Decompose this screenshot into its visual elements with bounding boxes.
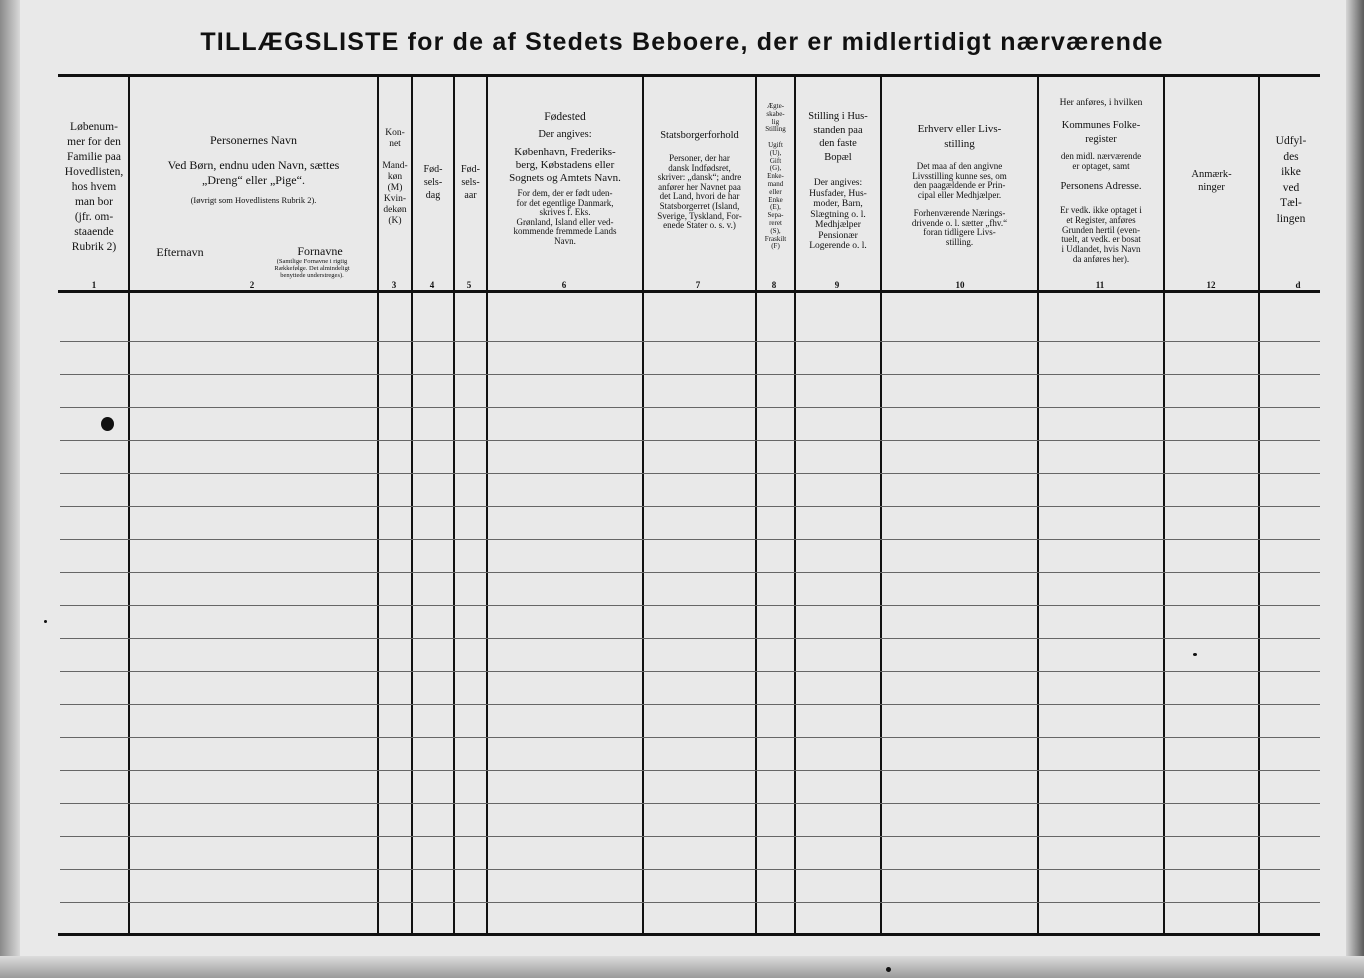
col10-title: Erhverv eller Livs- stilling: [917, 123, 1002, 150]
col11-c: Er vedk. ikke optaget i et Register, anføres Grunden hertil (even- tuelt, at vedk. er bosat i Udlandet, hvis Navn da anføres her).: [1060, 205, 1142, 264]
row-line: [60, 605, 1320, 606]
col11-b: den midl. nærværende er optaget, samt: [1060, 151, 1142, 171]
header-bottom-rule: [58, 290, 1320, 293]
ink-speck-mark: [886, 967, 891, 972]
col9-body: Der angives: Husfader, Hus- moder, Barn, Slægtning o. l. Medhjælper Pensionær Logerende o. l.: [809, 178, 867, 251]
form-title: TILLÆGSLISTE for de af Stedets Beboere, der er midlertidigt nærværende: [200, 28, 1164, 56]
col2-note: Ved Børn, endnu uden Navn, sættes „Dreng“ eller „Pige“.: [167, 158, 340, 187]
col6-title: Fødested: [544, 111, 586, 123]
row-line: [60, 539, 1320, 540]
col-divider-9: [880, 77, 882, 933]
col10-body2: Forhenværende Nærings- drivende o. l. sætter „fhv.“ foran tidligere Livs- stilling.: [911, 208, 1008, 247]
col-divider-4: [453, 77, 455, 933]
row-line: [60, 638, 1320, 639]
col10-body: Det maa af den angivne Livsstilling kunne ses, om den paagældende er Prin- cipal eller Medhjælper.: [912, 161, 1007, 200]
col12-header: Anmærk- ninger: [1191, 169, 1232, 193]
row-line: [60, 737, 1320, 738]
col-divider-11: [1163, 77, 1165, 933]
row-line: [60, 671, 1320, 672]
row-line: [60, 341, 1320, 342]
column-number: d: [1295, 280, 1301, 290]
col7-title: Statsborgerforhold: [660, 130, 739, 141]
table-bottom-rule: [58, 933, 1320, 936]
column-number: 4: [429, 280, 435, 290]
col8-header: Ægte- skabe- lig Stilling Ugift (U), Gift (G), Enke- mand eller Enke (E), Sepa- reret (S), Fraskilt (F): [764, 102, 787, 251]
row-line: [60, 440, 1320, 441]
row-line: [60, 572, 1320, 573]
cold-header: Udfyl- des ikke ved Tæl- lingen: [1275, 135, 1307, 225]
header-top-rule: [58, 74, 1320, 77]
column-number: 11: [1095, 280, 1105, 290]
column-number: 12: [1206, 280, 1216, 290]
column-number: 2: [249, 280, 255, 290]
col-divider-3: [411, 77, 413, 933]
row-line: [60, 704, 1320, 705]
col11-title2: Personens Adresse.: [1060, 181, 1142, 192]
column-number: 7: [695, 280, 701, 290]
col2-fornavne-note: (Samtlige Fornavne i rigtig Rækkefølge. Det almindeligt benyttede understreges).: [274, 258, 350, 279]
row-line: [60, 374, 1320, 375]
row-line: [60, 869, 1320, 870]
ink-speck-mark: [44, 620, 47, 623]
row-line: [60, 836, 1320, 837]
col6-body: København, Frederiks- berg, Købstadens eller Sognets og Amtets Navn.: [509, 146, 621, 184]
scan-edge-right: [1346, 0, 1364, 978]
column-number: 8: [771, 280, 777, 290]
row-line: [60, 803, 1320, 804]
col6-sub: Der angives:: [538, 129, 592, 140]
column-number: 1: [91, 280, 97, 290]
col-divider-1: [128, 77, 130, 933]
column-number: 9: [834, 280, 840, 290]
ink-blot-mark: [101, 417, 114, 431]
scan-edge-left: [0, 0, 20, 978]
row-line: [60, 407, 1320, 408]
column-number: 6: [561, 280, 567, 290]
col1-header: Løbenum- mer for den Familie paa Hovedlisten, hos hvem man bor (jfr. om- staaende Rubrik 2): [64, 121, 124, 253]
scan-edge-bottom: [0, 956, 1364, 978]
ink-speck-mark: [1193, 653, 1197, 656]
col4-header: Fød- sels- dag: [423, 164, 443, 201]
col2-fornavne: Fornavne: [297, 244, 343, 258]
column-number: 5: [466, 280, 472, 290]
col11-title: Kommunes Folke- register: [1061, 120, 1141, 145]
col7-body: Personer, der har dansk Indfødsret, skriver: „dansk“; andre anfører her Navnet paa det Land, hvori de har Statsborgerret (Island, Sverige, Tyskland, For- enede Stater o. s. v.): [657, 153, 742, 231]
row-line: [60, 770, 1320, 771]
col2-efternavn: Efternavn: [156, 245, 204, 259]
column-number: 10: [955, 280, 965, 290]
col2-note2: (Iøvrigt som Hovedlistens Rubrik 2).: [190, 195, 317, 205]
row-line: [60, 506, 1320, 507]
col3-header: Kon- net Mand- køn (M) Kvin- dekøn (K): [382, 128, 408, 226]
col5-header: Fød- sels- aar: [461, 164, 480, 201]
col6-body2: For dem, der er født uden- for det egentlige Danmark, skrives f. Eks. Grønland, Island eller ved- kommende fremmede Lands Navn.: [513, 188, 617, 246]
col9-title: Stilling i Hus- standen paa den faste Bopæl: [808, 111, 868, 163]
col2-title: Personernes Navn: [210, 133, 297, 147]
col11-a: Her anføres, i hvilken: [1059, 98, 1143, 108]
column-number: 3: [391, 280, 397, 290]
row-line: [60, 902, 1320, 903]
row-line: [60, 473, 1320, 474]
